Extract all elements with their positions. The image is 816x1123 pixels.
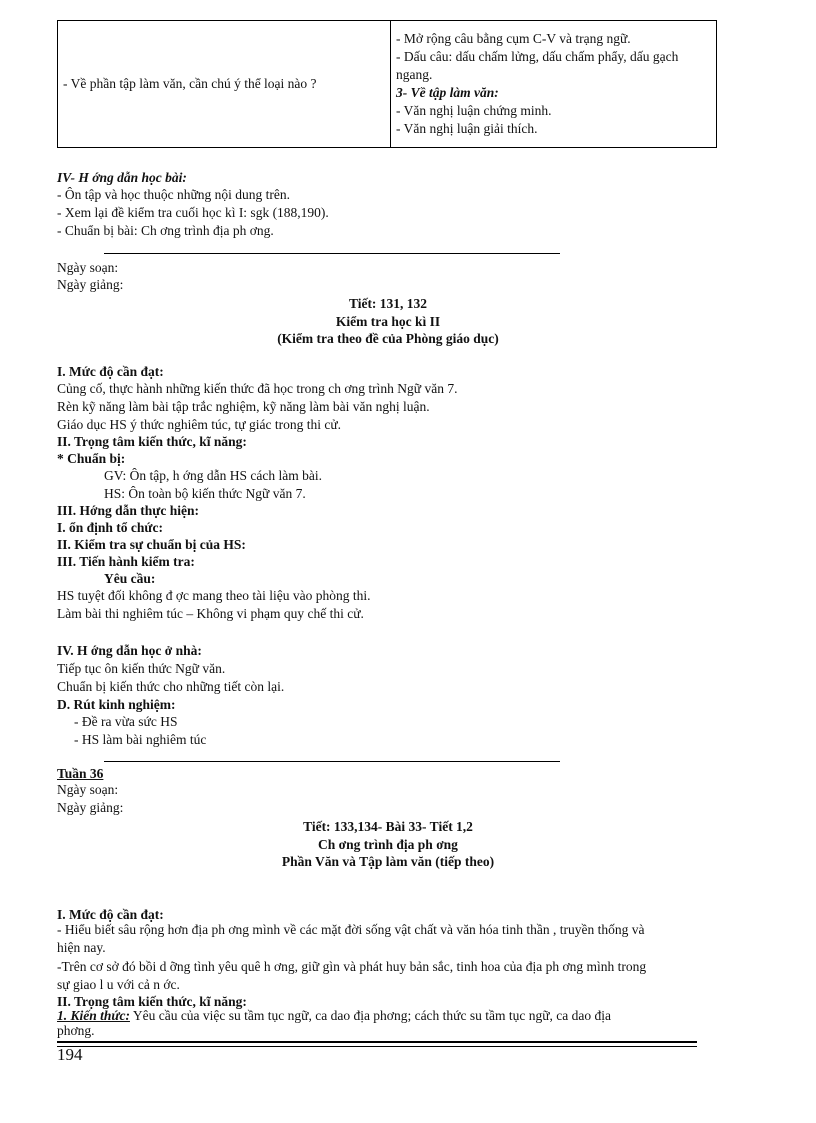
body-line: Rèn kỹ năng làm bài tập trắc nghiệm, kỹ năng làm bài văn nghị luận. — [57, 399, 430, 414]
body-line: Chuẩn bị kiến thức cho những tiết còn lại. — [57, 679, 285, 694]
section-heading: II. Trọng tâm kiến thức, kĩ năng: — [57, 434, 247, 449]
lesson-subtitle: Phần Văn và Tập làm văn (tiếp theo) — [281, 854, 495, 869]
body-line: -Trên cơ sở đó bồi d ỡng tình yêu quê h ơng, giữ gìn và phát huy bản sắc, tinh hoa của địa ph ơng mình trong — [57, 959, 647, 974]
guide-heading: IV- H ớng dẫn học bài: — [57, 170, 187, 185]
divider — [104, 761, 560, 762]
guide-item: - Chuẩn bị bài: Ch ơng trình địa ph ơng. — [57, 223, 274, 238]
step-heading: II. Kiểm tra sự chuẩn bị của HS: — [57, 537, 246, 552]
table-cell-answer — [391, 21, 717, 148]
lesson-title: Kiểm tra học kì II — [335, 314, 441, 329]
prep-heading: * Chuẩn bị: — [57, 451, 126, 466]
teach-date: Ngày giảng: — [57, 277, 124, 292]
answer-line: - Mở rộng câu bằng cụm C-V và trạng ngữ. — [396, 31, 631, 46]
answer-subheading: 3- Về tập làm văn: — [396, 85, 499, 100]
body-line: - HS làm bài nghiêm túc — [74, 732, 207, 747]
step-heading: I. ổn định tổ chức: — [57, 520, 163, 535]
knowledge-line — [57, 1007, 611, 1025]
review-table — [57, 20, 717, 148]
prep-teacher: GV: Ôn tập, h ớng dẫn HS cách làm bài. — [104, 468, 322, 483]
step-heading: III. Tiến hành kiểm tra: — [57, 554, 195, 569]
requirement-heading: Yêu cầu: — [104, 571, 156, 586]
section-heading: IV. H ớng dẫn học ở nhà: — [57, 643, 202, 658]
answer-line: - Dấu câu: dấu chấm lửng, dấu chấm phẩy, dấu gạch — [396, 49, 679, 64]
lesson-title: Ch ơng trình địa ph ơng — [318, 837, 458, 852]
prep-date: Ngày soạn: — [57, 782, 119, 797]
guide-item: - Xem lại đề kiểm tra cuối học kì I: sgk (188,190). — [57, 205, 329, 220]
lesson-title-period: Tiết: 133,134- Bài 33- Tiết 1,2 — [303, 819, 473, 834]
body-line: Tiếp tục ôn kiến thức Ngữ văn. — [57, 661, 226, 676]
body-line: HS tuyệt đối không đ ợc mang theo tài liệu vào phòng thi. — [57, 588, 371, 603]
section-heading: I. Mức độ cần đạt: — [57, 907, 164, 922]
body-line: Giáo dục HS ý thức nghiêm túc, tự giác trong thi cử. — [57, 417, 342, 432]
answer-line: ngang. — [396, 67, 433, 82]
divider — [104, 253, 560, 254]
body-line: Làm bài thi nghiêm túc – Không vi phạm quy chế thi cử. — [57, 606, 364, 621]
teach-date: Ngày giảng: — [57, 800, 124, 815]
page-number: 194 — [57, 1045, 83, 1064]
section-heading: II. Trọng tâm kiến thức, kĩ năng: — [57, 994, 247, 1009]
lesson-subtitle: (Kiểm tra theo đề của Phòng giáo dục) — [277, 331, 499, 346]
week-label: Tuần 36 — [57, 766, 104, 781]
guide-item: - Ôn tập và học thuộc những nội dung trên. — [57, 187, 291, 202]
prep-student: HS: Ôn toàn bộ kiến thức Ngữ văn 7. — [104, 486, 306, 501]
section-heading: I. Mức độ cần đạt: — [57, 364, 164, 379]
knowledge-label: 1. Kiến thức: — [57, 1008, 130, 1023]
knowledge-text: Yêu cầu của việc su tầm tục ngữ, ca dao địa phơng; cách thức su tầm tục ngữ, ca dao địa — [129, 1008, 612, 1023]
body-line: hiện nay. — [57, 940, 106, 955]
knowledge-line: phơng. — [57, 1023, 95, 1038]
body-line: Củng cố, thực hành những kiến thức đã học trong ch ơng trình Ngữ văn 7. — [57, 381, 458, 396]
answer-line: - Văn nghị luận chứng minh. — [396, 103, 552, 118]
body-line: sự giao l u với cả n ớc. — [57, 977, 180, 992]
prep-date: Ngày soạn: — [57, 260, 119, 275]
section-heading: III. Hớng dẫn thực hiện: — [57, 503, 199, 518]
footer-rule — [57, 1041, 697, 1047]
answer-line: - Văn nghị luận giải thích. — [396, 121, 538, 136]
section-heading: D. Rút kinh nghiệm: — [57, 697, 176, 712]
body-line: - Hiểu biết sâu rộng hơn địa ph ơng mình về các mặt đời sống vật chất và văn hóa tinh thần , truyền thống và — [57, 922, 645, 937]
body-line: - Đề ra vừa sức HS — [74, 714, 178, 729]
lesson-title-period: Tiết: 131, 132 — [348, 296, 428, 311]
table-cell-question: - Về phần tập làm văn, cần chú ý thể loại nào ? — [58, 21, 391, 148]
